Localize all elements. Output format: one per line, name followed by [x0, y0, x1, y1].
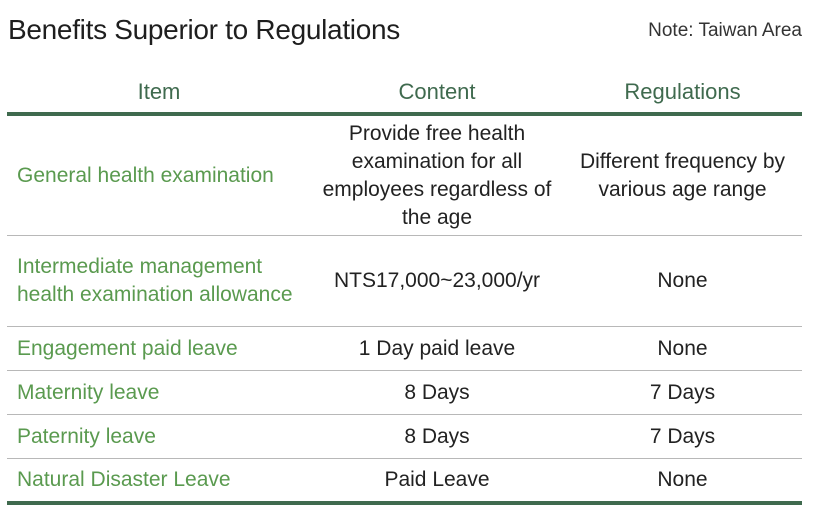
table-row — [7, 371, 802, 415]
row-regulations: Different frequency by various age range — [563, 114, 802, 236]
row-content: 8 Days — [311, 415, 563, 459]
table-body — [7, 114, 802, 503]
row-regulations: None — [563, 236, 802, 327]
row-content: 1 Day paid leave — [311, 327, 563, 371]
row-item: Paternity leave — [7, 415, 311, 459]
row-regulations: 7 Days — [563, 415, 802, 459]
header-regulations: Regulations — [563, 72, 802, 114]
row-item: General health examination — [7, 114, 311, 236]
region-note: Note: Taiwan Area — [648, 20, 802, 41]
table-row — [7, 459, 802, 504]
row-item: Engagement paid leave — [7, 327, 311, 371]
page-title: Benefits Superior to Regulations — [8, 14, 400, 45]
table-row — [7, 236, 802, 327]
row-content: Paid Leave — [311, 459, 563, 504]
row-regulations: 7 Days — [563, 371, 802, 415]
row-item: Natural Disaster Leave — [7, 459, 311, 504]
row-regulations: None — [563, 459, 802, 504]
row-content: Provide free health examination for all employees regardless of the age — [311, 114, 563, 236]
row-content: NTS17,000~23,000/yr — [311, 236, 563, 327]
table-row — [7, 327, 802, 371]
row-regulations: None — [563, 327, 802, 371]
header-item: Item — [7, 72, 311, 114]
benefits-table — [7, 72, 802, 505]
table-header — [7, 72, 802, 114]
header-content: Content — [311, 72, 563, 114]
row-item: Maternity leave — [7, 371, 311, 415]
table-row — [7, 415, 802, 459]
table-row — [7, 114, 802, 236]
header-row — [7, 72, 802, 114]
row-content: 8 Days — [311, 371, 563, 415]
row-item: Intermediate management health examination allowance — [7, 236, 311, 327]
